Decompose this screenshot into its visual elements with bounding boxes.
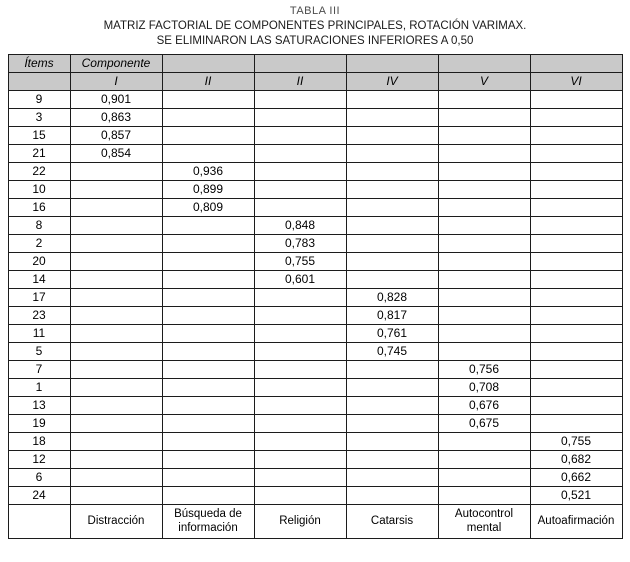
empty-header-cell	[346, 54, 438, 72]
table-row	[8, 270, 622, 288]
item-number-cell: 5	[8, 342, 70, 360]
empty-value-cell	[70, 288, 162, 306]
empty-value-cell	[70, 306, 162, 324]
table-title-line-2: SE ELIMINARON LAS SATURACIONES INFERIORES A 0,50	[156, 34, 474, 47]
empty-value-cell	[530, 90, 622, 108]
empty-value-cell	[438, 306, 530, 324]
empty-value-cell	[162, 306, 254, 324]
empty-value-cell	[530, 234, 622, 252]
table-number-label: TABLA III	[289, 5, 341, 17]
empty-value-cell	[346, 378, 438, 396]
empty-value-cell	[346, 108, 438, 126]
empty-value-cell	[438, 144, 530, 162]
loading-value-cell: 0,901	[70, 90, 162, 108]
empty-value-cell	[438, 108, 530, 126]
table-header	[8, 54, 622, 90]
loading-value-cell: 0,817	[346, 306, 438, 324]
empty-value-cell	[438, 486, 530, 504]
table-row	[8, 450, 622, 468]
table-row	[8, 234, 622, 252]
empty-value-cell	[162, 486, 254, 504]
table-row	[8, 432, 622, 450]
empty-value-cell	[530, 396, 622, 414]
table-row	[8, 324, 622, 342]
empty-value-cell	[70, 468, 162, 486]
empty-value-cell	[530, 270, 622, 288]
component-column-header: I	[70, 72, 162, 90]
table-row	[8, 216, 622, 234]
table-row	[8, 288, 622, 306]
empty-value-cell	[254, 414, 346, 432]
empty-value-cell	[530, 360, 622, 378]
empty-value-cell	[346, 486, 438, 504]
empty-value-cell	[70, 216, 162, 234]
empty-value-cell	[438, 468, 530, 486]
item-number-cell: 3	[8, 108, 70, 126]
empty-value-cell	[162, 360, 254, 378]
empty-header-cell	[162, 54, 254, 72]
empty-value-cell	[438, 162, 530, 180]
empty-value-cell	[254, 126, 346, 144]
loading-value-cell: 0,521	[530, 486, 622, 504]
empty-value-cell	[254, 144, 346, 162]
empty-value-cell	[254, 288, 346, 306]
empty-value-cell	[346, 270, 438, 288]
empty-value-cell	[162, 108, 254, 126]
empty-value-cell	[438, 252, 530, 270]
item-number-cell: 24	[8, 486, 70, 504]
empty-value-cell	[254, 450, 346, 468]
item-number-cell: 1	[8, 378, 70, 396]
empty-value-cell	[162, 288, 254, 306]
loading-value-cell: 0,936	[162, 162, 254, 180]
table-row	[8, 162, 622, 180]
empty-header-cell	[530, 54, 622, 72]
factor-name-cell: Autocontrol mental	[438, 504, 530, 539]
empty-value-cell	[162, 216, 254, 234]
empty-header-cell	[8, 72, 70, 90]
item-number-cell: 16	[8, 198, 70, 216]
empty-value-cell	[530, 252, 622, 270]
empty-value-cell	[162, 90, 254, 108]
empty-value-cell	[530, 342, 622, 360]
empty-value-cell	[530, 108, 622, 126]
empty-header-cell	[438, 54, 530, 72]
empty-value-cell	[70, 414, 162, 432]
empty-value-cell	[162, 126, 254, 144]
empty-value-cell	[254, 108, 346, 126]
empty-value-cell	[530, 324, 622, 342]
empty-value-cell	[162, 144, 254, 162]
table-title-line-1: MATRIZ FACTORIAL DE COMPONENTES PRINCIPALES, ROTACIÓN VARIMAX.	[103, 20, 527, 32]
factor-name-cell: Autoafirmación	[530, 504, 622, 539]
empty-value-cell	[70, 270, 162, 288]
loading-value-cell: 0,761	[346, 324, 438, 342]
table-row	[8, 198, 622, 216]
item-number-cell: 23	[8, 306, 70, 324]
empty-value-cell	[162, 396, 254, 414]
factor-name-cell: Religión	[254, 504, 346, 539]
empty-value-cell	[346, 414, 438, 432]
loading-value-cell: 0,756	[438, 360, 530, 378]
loading-value-cell: 0,863	[70, 108, 162, 126]
empty-value-cell	[254, 306, 346, 324]
empty-footer-cell	[8, 504, 70, 539]
empty-value-cell	[530, 414, 622, 432]
empty-value-cell	[70, 486, 162, 504]
componente-column-header: Componente	[70, 54, 162, 72]
factor-name-cell: Distracción	[70, 504, 162, 539]
component-column-header: IV	[346, 72, 438, 90]
empty-value-cell	[70, 234, 162, 252]
empty-value-cell	[162, 342, 254, 360]
empty-value-cell	[70, 180, 162, 198]
empty-value-cell	[70, 324, 162, 342]
empty-value-cell	[254, 90, 346, 108]
table-row	[8, 108, 622, 126]
loading-value-cell: 0,676	[438, 396, 530, 414]
table-row	[8, 144, 622, 162]
item-number-cell: 20	[8, 252, 70, 270]
factor-names-row	[8, 504, 622, 539]
empty-value-cell	[346, 144, 438, 162]
empty-value-cell	[438, 234, 530, 252]
empty-value-cell	[346, 396, 438, 414]
empty-value-cell	[254, 378, 346, 396]
empty-value-cell	[162, 324, 254, 342]
loading-value-cell: 0,662	[530, 468, 622, 486]
empty-value-cell	[254, 342, 346, 360]
item-number-cell: 12	[8, 450, 70, 468]
empty-value-cell	[438, 270, 530, 288]
empty-value-cell	[438, 126, 530, 144]
empty-value-cell	[162, 378, 254, 396]
loading-value-cell: 0,854	[70, 144, 162, 162]
table-row	[8, 396, 622, 414]
empty-value-cell	[530, 288, 622, 306]
empty-value-cell	[162, 270, 254, 288]
empty-value-cell	[70, 162, 162, 180]
factor-matrix-table	[8, 54, 623, 540]
empty-value-cell	[162, 234, 254, 252]
item-number-cell: 9	[8, 90, 70, 108]
loading-value-cell: 0,755	[530, 432, 622, 450]
empty-value-cell	[346, 252, 438, 270]
item-number-cell: 14	[8, 270, 70, 288]
empty-value-cell	[346, 198, 438, 216]
empty-value-cell	[530, 198, 622, 216]
loading-value-cell: 0,708	[438, 378, 530, 396]
empty-value-cell	[254, 432, 346, 450]
loading-value-cell: 0,601	[254, 270, 346, 288]
component-column-header: V	[438, 72, 530, 90]
empty-value-cell	[346, 126, 438, 144]
component-column-header: II	[254, 72, 346, 90]
table-row	[8, 468, 622, 486]
empty-value-cell	[530, 144, 622, 162]
item-number-cell: 17	[8, 288, 70, 306]
loading-value-cell: 0,682	[530, 450, 622, 468]
empty-value-cell	[70, 342, 162, 360]
empty-value-cell	[346, 90, 438, 108]
empty-value-cell	[254, 360, 346, 378]
header-row-numerals	[8, 72, 622, 90]
loading-value-cell: 0,755	[254, 252, 346, 270]
empty-value-cell	[254, 180, 346, 198]
empty-value-cell	[530, 216, 622, 234]
empty-value-cell	[530, 126, 622, 144]
empty-header-cell	[254, 54, 346, 72]
empty-value-cell	[438, 450, 530, 468]
table-row	[8, 342, 622, 360]
empty-value-cell	[438, 342, 530, 360]
loading-value-cell: 0,848	[254, 216, 346, 234]
loading-value-cell: 0,783	[254, 234, 346, 252]
item-number-cell: 8	[8, 216, 70, 234]
component-column-header: VI	[530, 72, 622, 90]
item-number-cell: 15	[8, 126, 70, 144]
items-column-header: Ítems	[8, 54, 70, 72]
table-row	[8, 126, 622, 144]
item-number-cell: 7	[8, 360, 70, 378]
item-number-cell: 22	[8, 162, 70, 180]
item-number-cell: 11	[8, 324, 70, 342]
table-body	[8, 90, 622, 504]
empty-value-cell	[70, 378, 162, 396]
empty-value-cell	[70, 432, 162, 450]
table-row	[8, 252, 622, 270]
empty-value-cell	[162, 414, 254, 432]
empty-value-cell	[438, 198, 530, 216]
factor-name-cell: Catarsis	[346, 504, 438, 539]
loading-value-cell: 0,675	[438, 414, 530, 432]
empty-value-cell	[438, 288, 530, 306]
empty-value-cell	[254, 198, 346, 216]
empty-value-cell	[162, 432, 254, 450]
empty-value-cell	[438, 180, 530, 198]
empty-value-cell	[70, 252, 162, 270]
title-block	[0, 0, 630, 49]
item-number-cell: 19	[8, 414, 70, 432]
table-footer	[8, 504, 622, 539]
empty-value-cell	[438, 324, 530, 342]
loading-value-cell: 0,809	[162, 198, 254, 216]
empty-value-cell	[346, 360, 438, 378]
empty-value-cell	[346, 234, 438, 252]
empty-value-cell	[438, 90, 530, 108]
loading-value-cell: 0,745	[346, 342, 438, 360]
header-row-labels	[8, 54, 622, 72]
empty-value-cell	[254, 468, 346, 486]
empty-value-cell	[346, 450, 438, 468]
empty-value-cell	[346, 162, 438, 180]
loading-value-cell: 0,857	[70, 126, 162, 144]
empty-value-cell	[254, 396, 346, 414]
empty-value-cell	[530, 306, 622, 324]
empty-value-cell	[530, 180, 622, 198]
item-number-cell: 2	[8, 234, 70, 252]
empty-value-cell	[530, 162, 622, 180]
item-number-cell: 10	[8, 180, 70, 198]
factor-name-cell: Búsqueda de información	[162, 504, 254, 539]
empty-value-cell	[254, 324, 346, 342]
item-number-cell: 13	[8, 396, 70, 414]
table-row	[8, 180, 622, 198]
table-row	[8, 360, 622, 378]
empty-value-cell	[162, 468, 254, 486]
empty-value-cell	[346, 468, 438, 486]
table-row	[8, 414, 622, 432]
empty-value-cell	[346, 180, 438, 198]
item-number-cell: 18	[8, 432, 70, 450]
item-number-cell: 6	[8, 468, 70, 486]
item-number-cell: 21	[8, 144, 70, 162]
empty-value-cell	[346, 432, 438, 450]
empty-value-cell	[70, 396, 162, 414]
empty-value-cell	[438, 216, 530, 234]
loading-value-cell: 0,899	[162, 180, 254, 198]
empty-value-cell	[530, 378, 622, 396]
empty-value-cell	[70, 360, 162, 378]
loading-value-cell: 0,828	[346, 288, 438, 306]
table-row	[8, 306, 622, 324]
empty-value-cell	[70, 450, 162, 468]
empty-value-cell	[254, 162, 346, 180]
empty-value-cell	[346, 216, 438, 234]
table-row	[8, 90, 622, 108]
table-row	[8, 378, 622, 396]
empty-value-cell	[70, 198, 162, 216]
empty-value-cell	[162, 252, 254, 270]
component-column-header: II	[162, 72, 254, 90]
empty-value-cell	[438, 432, 530, 450]
empty-value-cell	[254, 486, 346, 504]
empty-value-cell	[162, 450, 254, 468]
table-row	[8, 486, 622, 504]
